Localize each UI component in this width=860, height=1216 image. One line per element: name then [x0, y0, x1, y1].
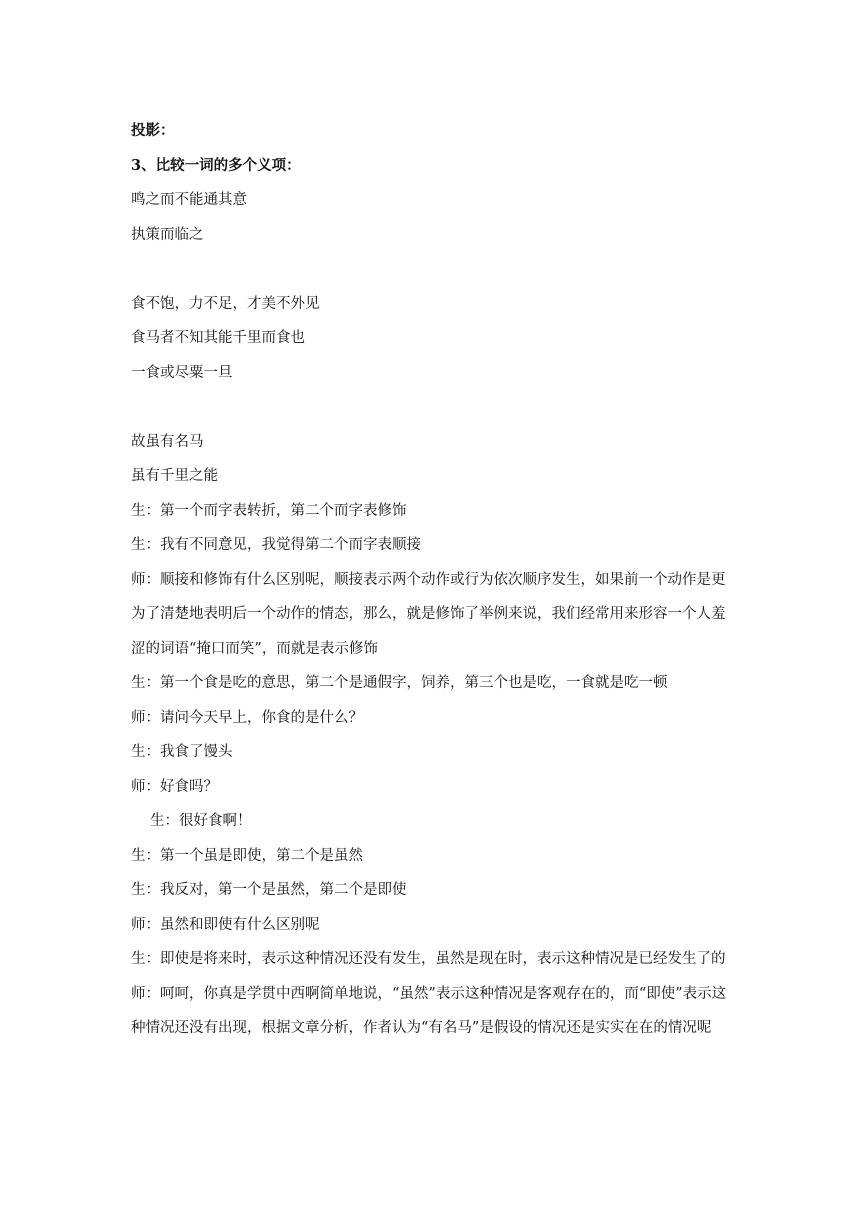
- dialogue-paragraph: 师：呵呵，你真是学贯中西啊简单地说，“虽然”表示这种情况是客观存在的，而“即使”表示这种情况还没有出现，根据文章分析，作者认为“有名马”是假设的情况还是实实在在的情况呢: [131, 985, 727, 1036]
- dialogue-line: 师：好食吗？: [131, 778, 218, 795]
- dialogue-paragraph: 生：即使是将来时，表示这种情况还没有发生，虽然是现在时，表示这种情况是已经发生了的: [131, 951, 726, 967]
- dialogue-line: 生：第一个虽是即使，第二个是虽然: [131, 847, 363, 864]
- section-subheading: 3、比较一词的多个义项：: [131, 156, 301, 174]
- dialogue-line: 生：我有不同意见，我觉得第二个而字表顺接: [131, 537, 421, 553]
- example-line: 故虽有名马: [131, 433, 204, 450]
- dialogue-line: 生：我食了馒头: [131, 744, 233, 760]
- example-line: 鸣之而不能通其意: [131, 192, 247, 208]
- dialogue-line: 生：我反对，第一个是虽然，第二个是即使: [131, 882, 407, 898]
- dialogue-paragraph: 师：顺接和修饰有什么区别呢，顺接表示两个动作或行为依次顺序发生，如果前一个动作是更为了清楚地表明后一个动作的情态，那么，就是修饰了举例来说，我们经常用来形容一个人羞涩的词语“掩口而笑”，而就是表示修饰: [131, 571, 726, 657]
- example-line: 一食或尽粟一旦: [131, 364, 233, 381]
- blank-line: [131, 252, 731, 287]
- dialogue-line: 师：请问今天早上，你食的是什么？: [131, 709, 363, 726]
- example-line: 食不饱，力不足，才美不外见: [131, 295, 320, 312]
- example-line: 执策而临之: [131, 226, 204, 243]
- document-body: [131, 114, 731, 1046]
- dialogue-line: 生：第一个食是吃的意思，第二个是通假字，饲养，第三个也是吃，一食就是吃一顿: [131, 675, 668, 691]
- example-line: 食马者不知其能千里而食也: [131, 330, 305, 346]
- dialogue-line: 生：第一个而字表转折，第二个而字表修饰: [131, 502, 407, 519]
- dialogue-line: 师：虽然和即使有什么区别呢: [131, 916, 320, 933]
- section-heading: 投影：: [131, 122, 175, 139]
- blank-line: [131, 390, 731, 425]
- dialogue-line: 生：很好食啊！: [150, 813, 252, 829]
- example-line: 虽有千里之能: [131, 468, 218, 484]
